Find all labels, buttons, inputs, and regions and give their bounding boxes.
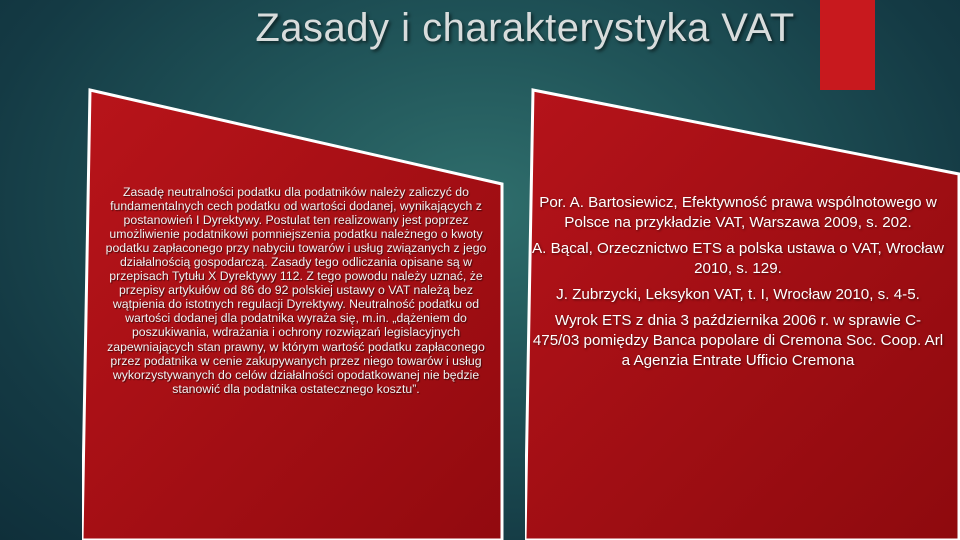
neutrality-principle-text: Zasadę neutralności podatku dla podatników należy zaliczyć do fundamentalnych cech podatku od wartości dodanej, wynikających z postanowień I Dyrektywy. Postulat ten realizowany jest poprzez umożliwienie podatnikowi pomniejszenia podatku należnego o kwoty podatku zapłaconego przy nabyciu towarów i usług związanych z jego działalnością gospodarczą. Zasady tego odliczania opisane są w przepisach Tytułu X Dyrektywy 112. Z tego powodu należy uznać, że przepisy artykułów od 86 do 92 polskiej ustawy o VAT należą bez wątpienia do istotnych regulacji Dyrektywy. Neutralność podatku od wartości dodanej dla podatnika wyraża się, m.in. „dążeniem do poszukiwania, wdrażania i ochrony rozwiązań legislacyjnych zapewniających stan prawny, w którym wartość podatku zapłaconego przez podatnika w cenie zakupywanych przez niego towarów i usług wykorzystywanych do celów działalności opodatkowanej nie będzie stanowić dla podatnika ostatecznego kosztu”.: [105, 185, 487, 396]
reference-item: Por. A. Bartosiewicz, Efektywność prawa wspólnotowego w Polsce na przykładzie VAT, Warszawa 2009, s. 202.: [539, 194, 937, 231]
reference-item: A. Bącal, Orzecznictwo ETS a polska ustawa o VAT, Wrocław 2010, s. 129.: [532, 240, 944, 277]
slide-title: Zasady i charakterystyka VAT: [255, 6, 795, 50]
references-list: [532, 193, 944, 377]
reference-item: Wyrok ETS z dnia 3 października 2006 r. w sprawie C-475/03 pomiędzy Banca popolare di Cremona Soc. Coop. Arl a Agenzia Entrate Ufficio Cremona: [532, 312, 944, 369]
reference-item: J. Zubrzycki, Leksykon VAT, t. I, Wrocław 2010, s. 4-5.: [556, 286, 920, 303]
